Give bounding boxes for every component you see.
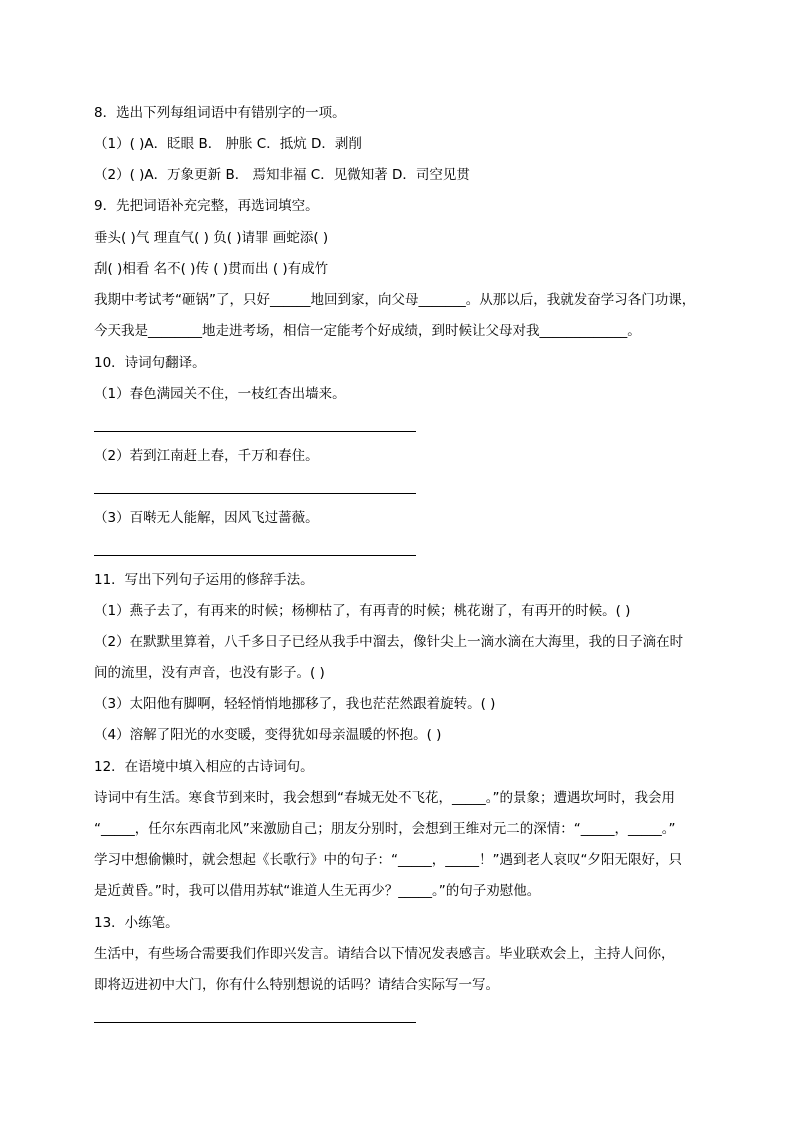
q9-paragraph-line-1: 我期中考试考“砸锅”了，只好______地回到家，向父母_______。从那以后，我就发奋学习各门功课， (94, 292, 696, 308)
q13-title: 13．小练笔。 (94, 915, 179, 931)
q11-item-1: （1）燕子去了，有再来的时候；杨柳枯了，有再青的时候；桃花谢了，有再开的时候。( ) (94, 603, 631, 619)
q11-item-3: （3）太阳他有脚啊，轻轻悄悄地挪移了，我也茫茫然跟着旋转。( ) (94, 696, 496, 712)
q11-title: 11．写出下列句子运用的修辞手法。 (94, 572, 314, 588)
q12-title: 12．在语境中填入相应的古诗词句。 (94, 759, 314, 775)
q10-item-1: （1）春色满园关不住，一枝红杏出墙来。 (94, 386, 346, 402)
q13-prompt-line-2: 即将迈进初中大门，你有什么特别想说的话吗？请结合实际写一写。 (94, 977, 499, 993)
q11-item-2-line-2: 间的流里，没有声音，也没有影子。( ) (94, 665, 325, 681)
q9-title: 9．先把词语补充完整，再选词填空。 (94, 198, 319, 214)
q10-answer-line-1[interactable] (94, 431, 416, 432)
q10-answer-line-3[interactable] (94, 555, 416, 556)
q8-item-2: （2）( )A．万象更新 B． 焉知非福 C．见微知著 D．司空见贯 (94, 167, 470, 183)
q12-line-2: “_____，任尔东西南北风”来激励自己；朋友分别时，会想到王维对元二的深情：“_____，_____。” (94, 821, 676, 837)
q13-prompt-line-1: 生活中，有些场合需要我们作即兴发言。请结合以下情况发表感言。毕业联欢会上，主持人问你， (94, 946, 675, 962)
q11-item-4: （4）溶解了阳光的水变暖，变得犹如母亲温暖的怀抱。( ) (94, 727, 442, 743)
q10-answer-line-2[interactable] (94, 493, 416, 494)
q9-words-row-2: 刮( )相看 名不( )传 ( )贯而出 ( )有成竹 (94, 261, 329, 277)
q9-paragraph-line-2: 今天我是________地走进考场，相信一定能考个好成绩，到时候让父母对我_____________。 (94, 323, 641, 339)
q10-item-2: （2）若到江南赶上春，千万和春住。 (94, 448, 319, 464)
q11-item-2-line-1: （2）在默默里算着，八千多日子已经从我手中溜去，像针尖上一滴水滴在大海里，我的日子滴在时 (94, 634, 684, 650)
q8-title: 8．选出下列每组词语中有错别字的一项。 (94, 105, 346, 121)
q10-item-3: （3）百啭无人能解，因风飞过蔷薇。 (94, 510, 319, 526)
q12-line-4: 是近黄昏。”时，我可以借用苏轼“谁道人生无再少？_____。”的句子劝慰他。 (94, 883, 541, 899)
q12-line-1: 诗词中有生活。寒食节到来时，我会想到“春城无处不飞花，_____。”的景象；遭遇坎坷时，我会用 (94, 790, 675, 806)
q8-item-1: （1）( )A．眨眼 B． 肿胀 C．抵炕 D．剥削 (94, 136, 362, 152)
q9-words-row-1: 垂头( )气 理直气( ) 负( )请罪 画蛇添( ) (94, 230, 329, 246)
q13-answer-line[interactable] (94, 1022, 416, 1023)
q12-line-3: 学习中想偷懒时，就会想起《长歌行》中的句子：“_____，_____！”遇到老人哀叹“夕阳无限好，只 (94, 852, 682, 868)
q10-title: 10．诗词句翻译。 (94, 355, 206, 371)
